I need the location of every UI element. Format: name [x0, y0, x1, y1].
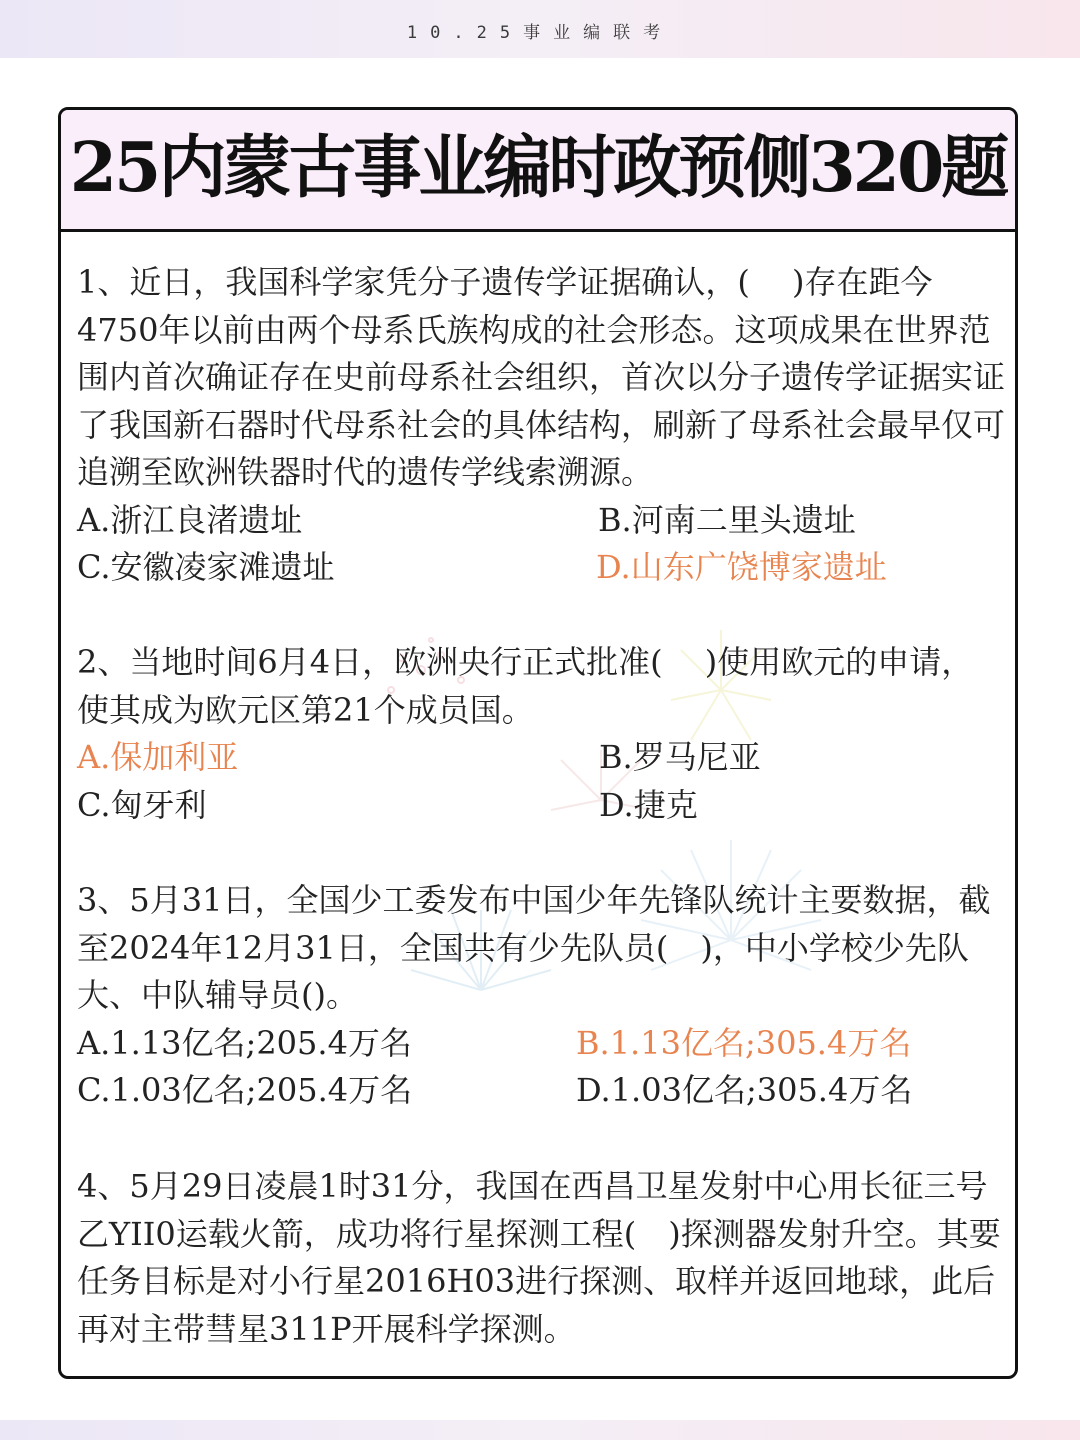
option-b[interactable]: B.河南二里头遗址	[598, 500, 856, 539]
question-card	[58, 107, 1018, 1379]
bottom-banner	[0, 1420, 1080, 1440]
option-list	[77, 497, 1005, 592]
option-d[interactable]: D.捷克	[599, 785, 698, 824]
top-banner-title: 10.25事业编联考	[406, 23, 674, 43]
option-c[interactable]: C.1.03亿名;205.4万名	[77, 1071, 413, 1109]
question-text: 2、当地时间6月4日，欧洲央行正式批准( )使用欧元的申请，使其成为欧元区第21个成员国。	[77, 643, 974, 729]
question-4	[77, 1163, 1005, 1353]
page-title: 25内蒙古事业编时政预侧320题	[69, 128, 1007, 208]
option-d-answer[interactable]: D.山东广饶博家遗址	[596, 548, 887, 586]
question-3	[77, 877, 1005, 1115]
question-text: 1、近日，我国科学家凭分子遗传学证据确认，( )存在距今4750年以前由两个母系氏族构成的社会形态。这项成果在世界范围内首次确证存在史前母系社会组织，首次以分子遗传学证据实证了我国新石器时代母系社会的具体结构，刷新了母系社会最早仅可追溯至欧洲铁器时代的遗传学线索溯源。	[77, 263, 1006, 491]
option-c[interactable]: C.安徽凌家滩遗址	[77, 548, 335, 586]
question-text: 4、5月29日凌晨1时31分，我国在西昌卫星发射中心用长征三号乙YII0运载火箭，成功将行星探测工程( )探测器发射升空。其要任务目标是对小行星2016H03进行探测、取样并返回地球，此后再对主带彗星311P开展科学探测。	[77, 1167, 1001, 1348]
option-b-answer[interactable]: B.1.13亿名;305.4万名	[576, 1023, 912, 1062]
option-c[interactable]: C.匈牙利	[77, 785, 207, 824]
option-a[interactable]: A.浙江良渚遗址	[77, 500, 303, 539]
option-d[interactable]: D.1.03亿名;305.4万名	[576, 1071, 913, 1109]
card-header	[61, 110, 1015, 232]
option-a-answer[interactable]: A.保加利亚	[77, 738, 239, 776]
question-2	[77, 639, 1005, 829]
option-list	[77, 1020, 1005, 1115]
question-1	[77, 259, 1005, 592]
question-text: 3、5月31日，全国少工委发布中国少年先锋队统计主要数据，截至2024年12月31日，全国共有少先队员( )，中小学校少先队大、中队辅导员()。	[77, 881, 991, 1014]
option-a[interactable]: A.1.13亿名;205.4万名	[77, 1023, 412, 1062]
option-b[interactable]: B.罗马尼亚	[599, 738, 761, 776]
option-list	[77, 734, 1005, 829]
